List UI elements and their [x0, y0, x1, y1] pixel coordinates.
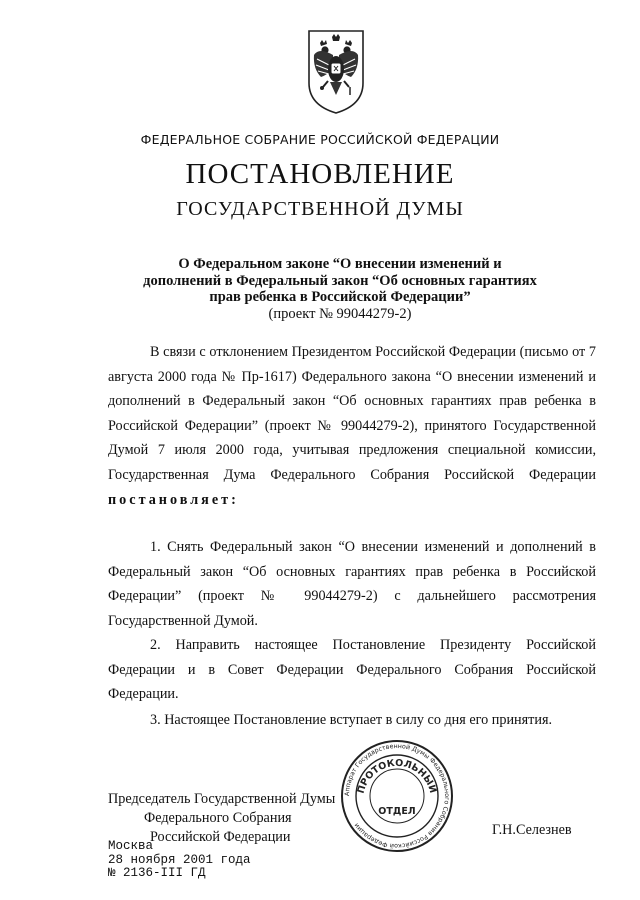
intro-text: В связи с отклонением Президентом Российской Федерации (письмо от 7 августа 2000 года № Пр-1617) Федерального закона “О внесении изменений и дополнений в Федеральный закон “Об основных гарантиях прав ребенка в Российской Федерации” (проект № 99044279-2), принятого Государственной Думой 7 июля 2000 года, учитывая предложения специальной комиссии, Государственная Дума Федерального Собрания Российской Федерации: [108, 344, 596, 483]
resolution-item-3: 3. Настоящее Постановление вступает в силу со дня его принятия.: [150, 712, 553, 728]
footer-number: № 2136-III ГД: [108, 866, 206, 880]
footer-city: Москва: [108, 839, 154, 853]
round-seal-stamp-icon: [339, 738, 455, 854]
footer-date: 28 ноября 2001 года: [108, 852, 251, 867]
resolves-word: постановляет:: [108, 491, 239, 508]
subject-text: О Федеральном законе “О внесении изменений и дополнений в Федеральный закон “Об основных гарантиях прав ребенка в Российской Федерации”: [143, 256, 537, 305]
stamp-center-text: ОТДЕЛ: [378, 806, 416, 817]
signatory-line-2: Федерального Собрания: [144, 810, 292, 826]
project-number: (проект № 99044279-2): [268, 305, 412, 322]
stamp-arc-text: ПРОТОКОЛЬНЫЙ: [355, 757, 439, 795]
resolution-item-1: 1. Снять Федеральный закон “О внесении изменений и дополнений в Федеральный закон “Об основных гарантиях прав ребенка в Российской Федерации” (проект № 99044279-2) с дальнейшего рассмотрения Государственной Думой.: [108, 539, 596, 629]
document-title: ПОСТАНОВЛЕНИЕ: [185, 158, 455, 190]
document-subtitle: ГОСУДАРСТВЕННОЙ ДУМЫ: [176, 198, 464, 220]
resolution-item-2: 2. Направить настоящее Постановление Президенту Российской Федерации и в Совет Федерации Федерального Собрания Российской Федерации.: [108, 637, 596, 703]
signatory-line-1: Председатель Государственной Думы: [108, 791, 336, 807]
document-footer: [108, 840, 251, 881]
signatory-line-3: Российской Федерации: [150, 829, 291, 845]
assembly-name: ФЕДЕРАЛЬНОЕ СОБРАНИЕ РОССИЙСКОЙ ФЕДЕРАЦИИ: [140, 132, 500, 147]
double-headed-eagle-icon: [303, 25, 369, 117]
intro-paragraph: [108, 340, 596, 512]
document-subject: [140, 256, 540, 322]
stamp-ring-text: Аппарат Государственной Думы Федерального Собрания Российской Федерации: [343, 742, 451, 850]
signatory-name: Г.Н.Селезнев: [492, 822, 572, 838]
